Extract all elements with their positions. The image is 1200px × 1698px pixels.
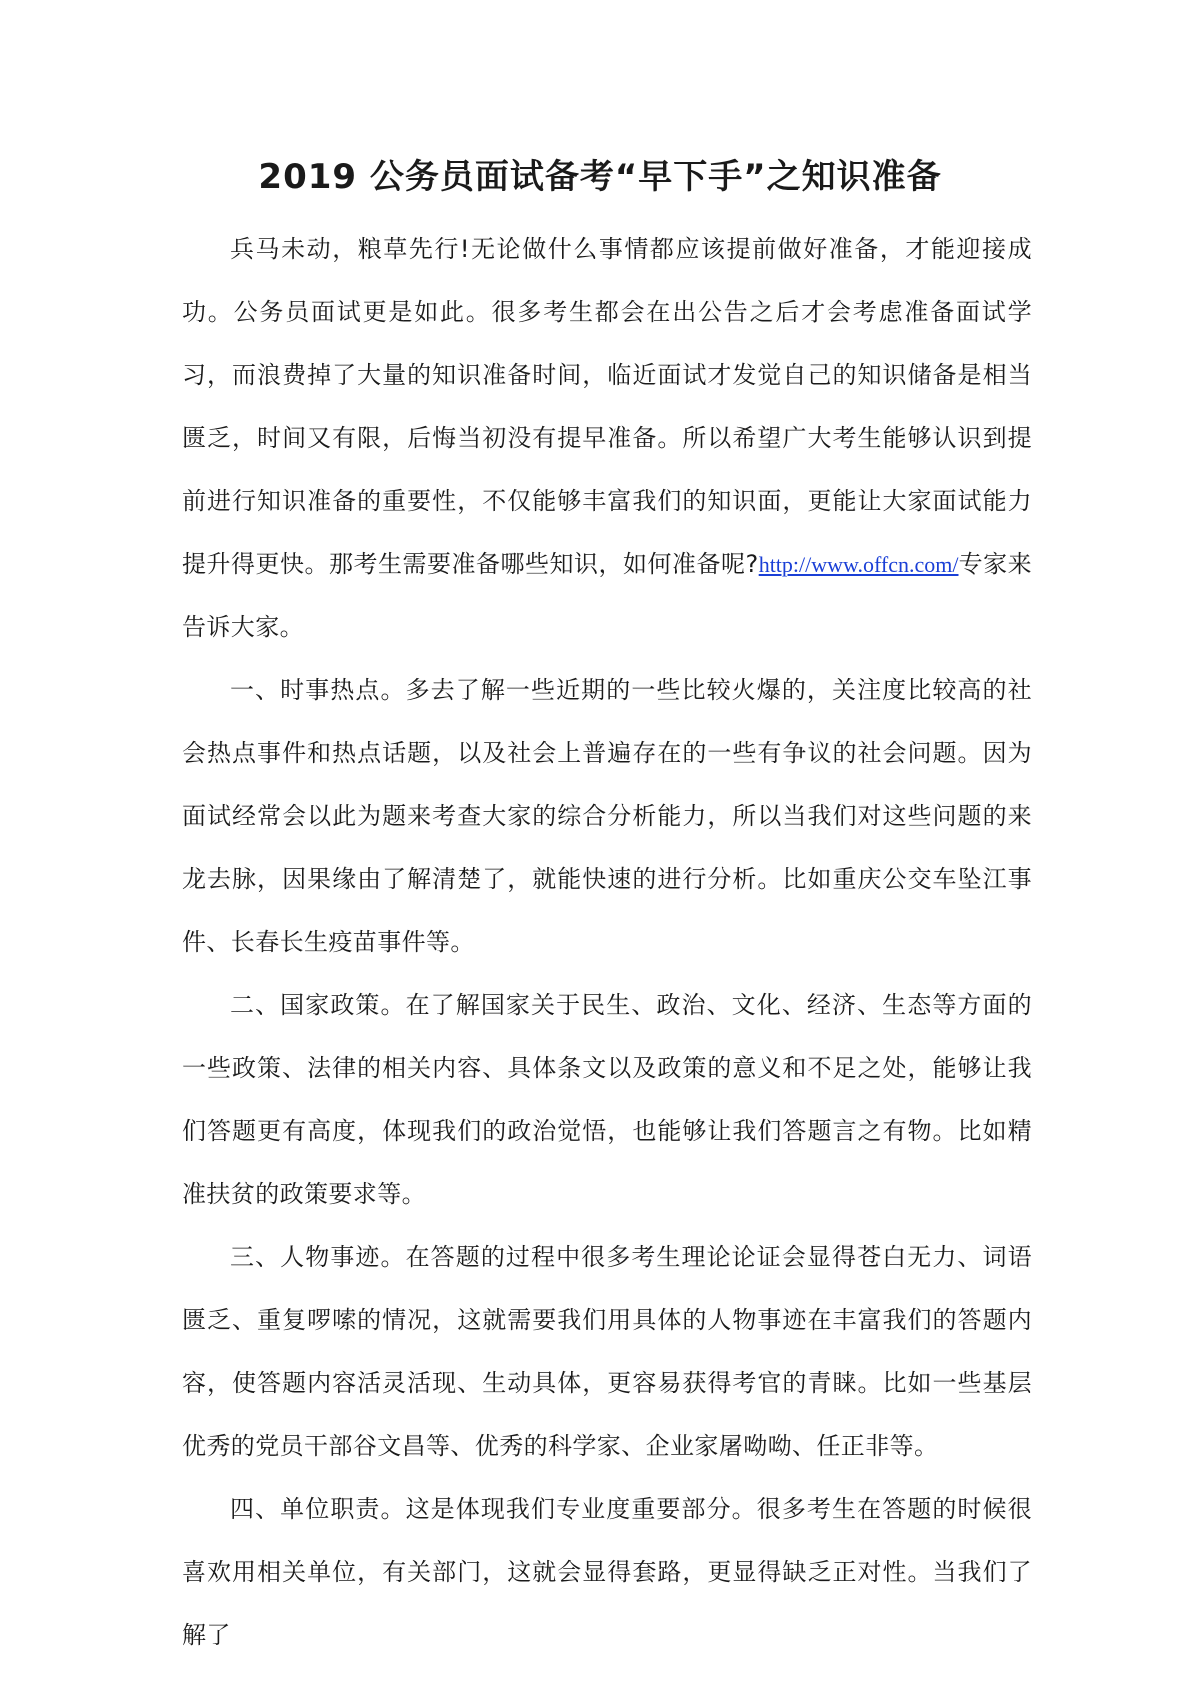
offcn-link[interactable]: http://www.offcn.com/ bbox=[758, 552, 959, 577]
section-unit-duties: 四、单位职责。这是体现我们专业度重要部分。很多考生在答题的时候很喜欢用相关单位，有关部门，这就会显得套路，更显得缺乏正对性。当我们了解了 bbox=[182, 1495, 1032, 1649]
section-national-policy: 二、国家政策。在了解国家关于民生、政治、文化、经济、生态等方面的一些政策、法律的相关内容、具体条文以及政策的意义和不足之处，能够让我们答题更有高度，体现我们的政治觉悟，也能够让我们答题言之有物。比如精准扶贫的政策要求等。 bbox=[182, 991, 1032, 1208]
document-body bbox=[182, 218, 1032, 1667]
section-current-affairs: 一、时事热点。多去了解一些近期的一些比较火爆的，关注度比较高的社会热点事件和热点话题，以及社会上普遍存在的一些有争议的社会问题。因为面试经常会以此为题来考查大家的综合分析能力，所以当我们对这些问题的来龙去脉，因果缘由了解清楚了，就能快速的进行分析。比如重庆公交车坠江事件、长春长生疫苗事件等。 bbox=[182, 676, 1032, 956]
section-role-models: 三、人物事迹。在答题的过程中很多考生理论论证会显得苍白无力、词语匮乏、重复啰嗦的情况，这就需要我们用具体的人物事迹在丰富我们的答题内容，使答题内容活灵活现、生动具体，更容易获得考官的青睐。比如一些基层优秀的党员干部谷文昌等、优秀的科学家、企业家屠呦呦、任正非等。 bbox=[182, 1243, 1032, 1460]
intro-text-end: 专家来告诉大家。 bbox=[182, 550, 1033, 641]
intro-text: 兵马未动，粮草先行!无论做什么事情都应该提前做好准备，才能迎接成功。公务员面试更是如此。很多考生都会在出公告之后才会考虑准备面试学习，而浪费掉了大量的知识准备时间，临近面试才发觉自己的知识储备是相当匮乏，时间又有限，后悔当初没有提早准备。所以希望广大考生能够认识到提前进行知识准备的重要性，不仅能够丰富我们的知识面，更能让大家面试能力提升得更快。那考生需要准备哪些知识，如何准备呢? bbox=[182, 235, 1032, 578]
document-title: 2019 公务员面试备考“早下手”之知识准备 bbox=[258, 157, 942, 197]
intro-paragraph bbox=[182, 218, 1032, 659]
